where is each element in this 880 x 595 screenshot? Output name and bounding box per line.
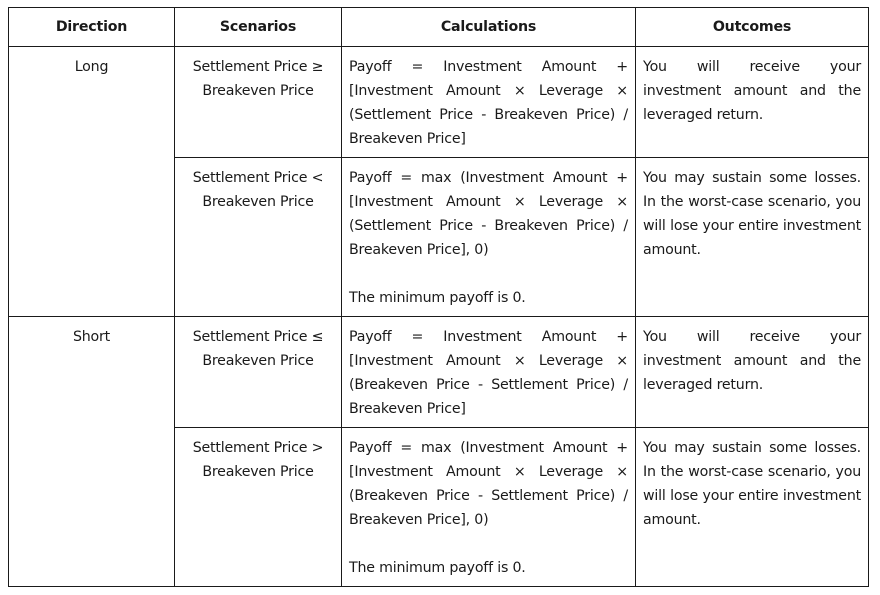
scenario-condition: Settlement Price ≥ bbox=[192, 59, 324, 75]
scenario-condition: Settlement Price ≤ bbox=[192, 329, 324, 345]
calculation-cell bbox=[342, 317, 636, 428]
scenario-reference: Breakeven Price bbox=[202, 353, 314, 369]
scenario-condition: Settlement Price > bbox=[192, 440, 324, 456]
scenario-reference: Breakeven Price bbox=[202, 464, 314, 480]
outcome-text: You may sustain some losses. In the worst-case scenario, you will lose your entire investment amount. bbox=[643, 170, 861, 258]
scenario-reference: Breakeven Price bbox=[202, 194, 314, 210]
outcome-cell bbox=[636, 317, 869, 428]
calculation-formula: Payoff = Investment Amount + [Investment Amount × Leverage × (Breakeven Price - Settlement Price) / Breakeven Price] bbox=[349, 329, 628, 417]
calculation-formula: Payoff = Investment Amount + [Investment Amount × Leverage × (Settlement Price - Breakeven Price) / Breakeven Price] bbox=[349, 59, 628, 147]
direction-short: Short bbox=[72, 329, 111, 345]
scenario-cell bbox=[175, 47, 342, 158]
table-row bbox=[9, 47, 869, 158]
header-outcomes: Outcomes bbox=[636, 8, 869, 47]
calculation-formula: Payoff = max (Investment Amount + [Investment Amount × Leverage × (Settlement Price - Breakeven Price) / Breakeven Price], 0) bbox=[349, 170, 628, 258]
header-direction: Direction bbox=[9, 8, 175, 47]
outcome-cell bbox=[636, 428, 869, 587]
header-scenarios: Scenarios bbox=[175, 8, 342, 47]
scenario-reference: Breakeven Price bbox=[202, 83, 314, 99]
table-row bbox=[9, 317, 869, 428]
calculation-note: The minimum payoff is 0. bbox=[349, 290, 526, 306]
scenario-cell bbox=[175, 158, 342, 317]
header-row bbox=[9, 8, 869, 47]
direction-cell bbox=[9, 317, 175, 587]
calculation-cell bbox=[342, 428, 636, 587]
calculation-note: The minimum payoff is 0. bbox=[349, 560, 526, 576]
calculation-formula: Payoff = max (Investment Amount + [Investment Amount × Leverage × (Breakeven Price - Settlement Price) / Breakeven Price], 0) bbox=[349, 440, 628, 528]
outcome-text: You may sustain some losses. In the worst-case scenario, you will lose your entire investment amount. bbox=[643, 440, 861, 528]
calculation-cell bbox=[342, 47, 636, 158]
scenario-cell bbox=[175, 317, 342, 428]
calculation-cell bbox=[342, 158, 636, 317]
header-calculations: Calculations bbox=[342, 8, 636, 47]
outcome-cell bbox=[636, 47, 869, 158]
outcome-text: You will receive your investment amount and the leveraged return. bbox=[643, 329, 861, 393]
outcome-text: You will receive your investment amount and the leveraged return. bbox=[643, 59, 861, 123]
scenario-condition: Settlement Price < bbox=[192, 170, 324, 186]
direction-long: Long bbox=[74, 59, 109, 75]
direction-cell bbox=[9, 47, 175, 317]
scenario-cell bbox=[175, 428, 342, 587]
outcome-cell bbox=[636, 158, 869, 317]
payoff-table bbox=[8, 7, 869, 587]
